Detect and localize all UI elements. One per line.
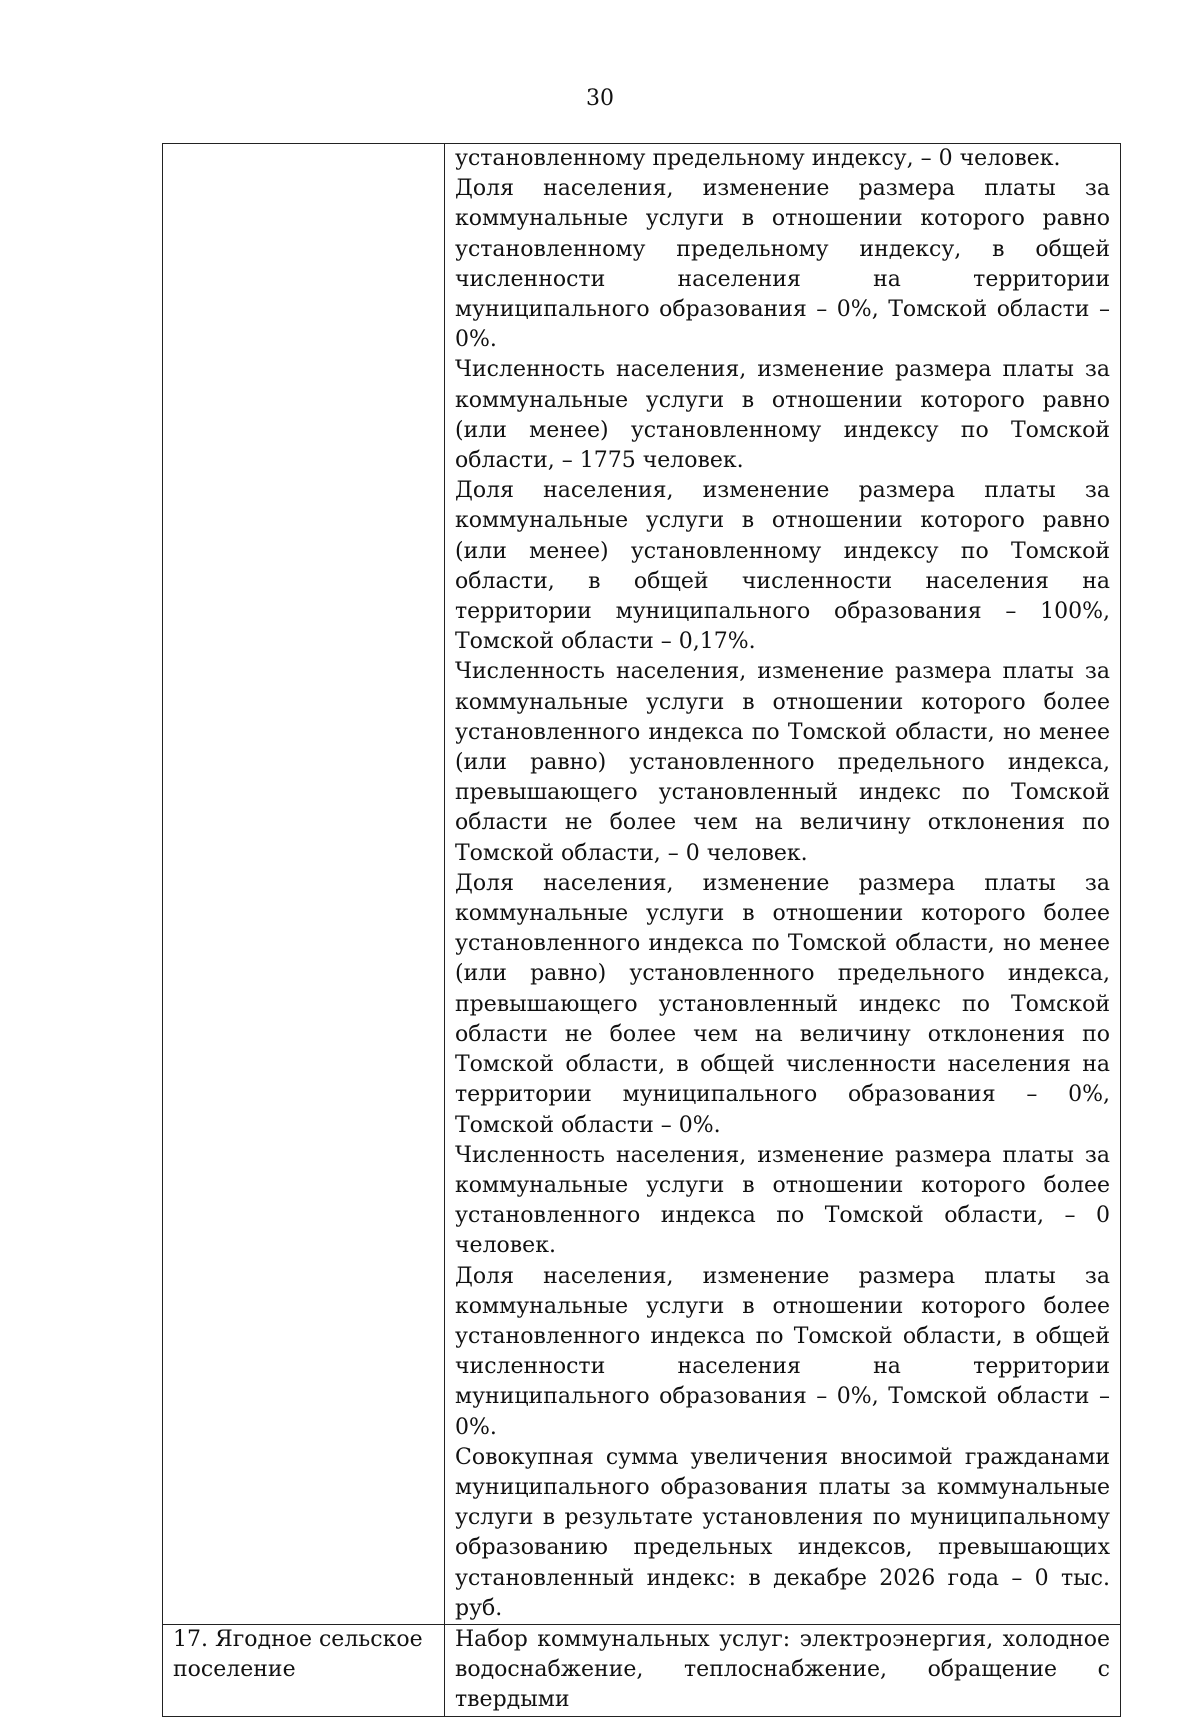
paragraph: Доля населения, изменение размера платы за коммунальные услуги в отношении которого более установленного индекса по Томской области, но менее (или равно) установленного предельного индекса, превышающего установленный индекс по Томской области не более чем на величину отклонения по Томской области, в общей численности населения на территории муниципального образования – 0%, Томской области – 0%. [455,870,1110,1138]
table-row [163,144,1121,1625]
paragraph: Совокупная сумма увеличения вносимой гражданами муниципального образования платы за коммунальные услуги в результате установления по муниципальному образованию предельных индексов, превышающих установленный индекс: в декабре 2026 года – 0 тыс. руб. [455,1444,1110,1621]
description-cell [445,144,1121,1625]
page-number: 30 [586,86,614,111]
municipality-cell [163,1624,445,1716]
paragraph: Доля населения, изменение размера платы за коммунальные услуги в отношении которого равно (или менее) установленному индексу по Томской области, в общей численности населения на территории муниципального образования – 100%, Томской области – 0,17%. [455,478,1110,655]
description-cell [445,1624,1121,1716]
municipality-cell [163,144,445,1625]
municipality-table [162,143,1121,1717]
paragraph: Доля населения, изменение размера платы за коммунальные услуги в отношении которого более установленного индекса по Томской области, в общей численности населения на территории муниципального образования – 0%, Томской области – 0%. [455,1263,1110,1440]
paragraph: установленному предельному индексу, – 0 человек. [455,146,1061,171]
municipality-name: 17. Ягодное сельское поселение [173,1626,423,1683]
paragraph: Набор коммунальных услуг: электроэнергия, холодное водоснабжение, теплоснабжение, обращение с твердыми [455,1626,1110,1713]
paragraph: Численность населения, изменение размера платы за коммунальные услуги в отношении которого равно (или менее) установленному индексу по Томской области, – 1775 человек. [455,357,1110,474]
table-row [163,1624,1121,1716]
paragraph: Доля населения, изменение размера платы за коммунальные услуги в отношении которого равно установленному предельному индексу, в общей численности населения на территории муниципального образования – 0%, Томской области – 0%. [455,176,1110,353]
paragraph: Численность населения, изменение размера платы за коммунальные услуги в отношении которого более установленного индекса по Томской области, – 0 человек. [455,1142,1110,1259]
paragraph: Численность населения, изменение размера платы за коммунальные услуги в отношении которого более установленного индекса по Томской области, но менее (или равно) установленного предельного индекса, превышающего установленный индекс по Томской области не более чем на величину отклонения по Томской области, – 0 человек. [455,659,1110,866]
